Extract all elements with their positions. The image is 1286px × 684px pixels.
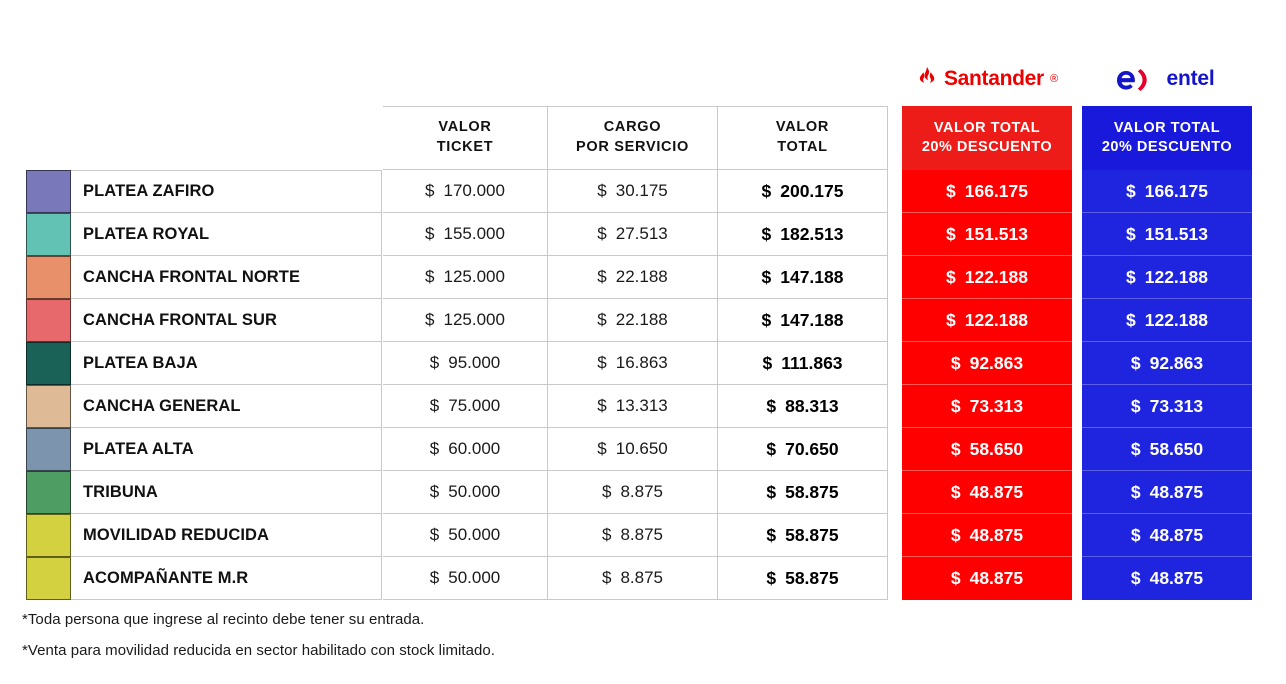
currency-symbol: $	[1126, 180, 1136, 201]
price-value: 30.175	[615, 181, 668, 200]
price-value: 170.000	[443, 181, 505, 200]
header-line-2: TOTAL	[777, 139, 828, 155]
discount-price-cell	[1082, 514, 1252, 557]
discount-price-value: 166.175	[1144, 180, 1208, 201]
currency-symbol: $	[946, 266, 956, 287]
discount-price-cell	[902, 385, 1072, 428]
currency-symbol: $	[766, 438, 777, 459]
currency-symbol: $	[1130, 481, 1141, 502]
price-cell	[383, 514, 548, 557]
header-line-1: VALOR TOTAL	[933, 120, 1041, 137]
price-cell	[383, 256, 548, 299]
discount-price-cell	[1082, 299, 1252, 342]
header-line-1: CARGO	[603, 119, 662, 136]
santander-trademark: ®	[1049, 72, 1059, 85]
currency-symbol: $	[425, 224, 435, 243]
currency-symbol: $	[601, 525, 612, 544]
column-valor-ticket	[383, 106, 548, 600]
column-header-valor-ticket	[383, 106, 548, 170]
currency-symbol: $	[597, 353, 607, 372]
price-value: 8.875	[620, 482, 663, 501]
sector-color-swatch-column	[26, 170, 71, 600]
price-value: 22.188	[615, 310, 668, 329]
currency-symbol: $	[1130, 568, 1141, 588]
price-cell	[548, 557, 718, 600]
currency-symbol: $	[597, 224, 607, 243]
discount-price-value: 73.313	[969, 395, 1024, 416]
currency-symbol: $	[946, 180, 956, 201]
price-value: 60.000	[448, 439, 501, 458]
currency-symbol: $	[946, 223, 956, 244]
sector-name-cell: PLATEA BAJA	[71, 342, 382, 385]
discount-price-value: 48.875	[969, 481, 1024, 502]
price-value: 75.000	[448, 396, 501, 415]
currency-symbol: $	[597, 310, 607, 329]
currency-symbol: $	[950, 395, 961, 416]
discount-price-value: 48.875	[969, 524, 1024, 545]
price-value: 10.650	[615, 439, 668, 458]
column-header-santander-discount	[902, 106, 1072, 170]
currency-symbol: $	[429, 353, 440, 372]
price-value: 200.175	[780, 180, 844, 201]
currency-symbol: $	[950, 524, 961, 545]
price-value: 22.188	[615, 267, 668, 286]
discount-price-cell	[1082, 428, 1252, 471]
sector-color-swatch	[26, 514, 71, 557]
price-value: 50.000	[448, 568, 501, 587]
currency-symbol: $	[1126, 266, 1136, 287]
sector-color-swatch	[26, 385, 71, 428]
price-cell	[548, 256, 718, 299]
currency-symbol: $	[761, 223, 772, 244]
price-cell	[548, 428, 718, 471]
price-value: 125.000	[443, 267, 505, 286]
sector-name-cell: TRIBUNA	[71, 471, 382, 514]
discount-price-cell	[902, 213, 1072, 256]
price-value: 95.000	[448, 353, 501, 372]
price-value: 8.875	[620, 525, 663, 544]
discount-price-value: 73.313	[1149, 395, 1204, 416]
currency-symbol: $	[761, 309, 772, 330]
price-cell	[548, 342, 718, 385]
currency-symbol: $	[946, 309, 956, 330]
currency-symbol: $	[766, 395, 777, 416]
discount-price-cell	[1082, 256, 1252, 299]
discount-price-cell	[902, 471, 1072, 514]
discount-price-cell	[1082, 557, 1252, 600]
currency-symbol: $	[1126, 223, 1136, 244]
sector-name-cell: ACOMPAÑANTE M.R	[71, 557, 382, 600]
header-line-1: VALOR TOTAL	[1113, 120, 1221, 137]
discount-price-cell	[1082, 471, 1252, 514]
discount-price-value: 48.875	[1149, 481, 1204, 502]
header-line-2: 20% DESCUENTO	[1101, 139, 1233, 155]
price-value: 88.313	[785, 395, 839, 416]
sector-color-swatch	[26, 471, 71, 514]
currency-symbol: $	[761, 180, 772, 201]
price-cell	[718, 514, 888, 557]
footnote-entry: *Venta para movilidad reducida en sector habilitado con stock limitado.	[22, 642, 495, 659]
price-cell	[383, 342, 548, 385]
discount-price-value: 122.188	[1144, 266, 1208, 287]
column-santander-discount	[902, 106, 1072, 600]
currency-symbol: $	[950, 352, 961, 373]
footnote-entry: *Toda persona que ingrese al recinto debe tener su entrada.	[22, 611, 425, 628]
sector-name-cell: CANCHA GENERAL	[71, 385, 382, 428]
discount-price-cell	[1082, 342, 1252, 385]
price-cell	[718, 557, 888, 600]
price-cell	[718, 428, 888, 471]
santander-flame-icon	[916, 66, 938, 91]
price-value: 70.650	[785, 438, 839, 459]
currency-symbol: $	[425, 181, 435, 200]
sector-color-swatch	[26, 213, 71, 256]
header-line-2: TICKET	[436, 139, 494, 155]
column-entel-discount	[1082, 106, 1252, 600]
price-value: 16.863	[615, 353, 668, 372]
price-value: 8.875	[620, 568, 663, 587]
price-value: 182.513	[780, 223, 844, 244]
price-cell	[548, 170, 718, 213]
discount-price-cell	[902, 342, 1072, 385]
currency-symbol: $	[950, 438, 961, 459]
discount-price-value: 122.188	[1144, 309, 1208, 330]
price-cell	[383, 299, 548, 342]
price-cell	[548, 471, 718, 514]
discount-price-value: 48.875	[1149, 524, 1204, 545]
price-cell	[383, 557, 548, 600]
sector-color-swatch	[26, 428, 71, 471]
currency-symbol: $	[601, 568, 612, 587]
price-value: 125.000	[443, 310, 505, 329]
discount-price-value: 58.650	[1149, 438, 1204, 459]
price-value: 155.000	[443, 224, 505, 243]
header-line-1: VALOR	[775, 119, 830, 136]
discount-price-value: 151.513	[1144, 223, 1208, 244]
currency-symbol: $	[597, 181, 607, 200]
currency-symbol: $	[950, 568, 961, 588]
currency-symbol: $	[597, 396, 607, 415]
price-cell	[718, 299, 888, 342]
currency-symbol: $	[425, 267, 435, 286]
price-value: 50.000	[448, 482, 501, 501]
sector-name-cell: PLATEA ALTA	[71, 428, 382, 471]
price-cell	[548, 299, 718, 342]
price-cell	[718, 170, 888, 213]
sector-color-swatch	[26, 256, 71, 299]
price-value: 50.000	[448, 525, 501, 544]
price-value: 27.513	[615, 224, 668, 243]
currency-symbol: $	[1126, 309, 1136, 330]
discount-price-cell	[1082, 170, 1252, 213]
price-value: 147.188	[780, 266, 844, 287]
price-cell	[383, 471, 548, 514]
discount-price-cell	[902, 256, 1072, 299]
currency-symbol: $	[1130, 438, 1141, 459]
discount-price-cell	[902, 170, 1072, 213]
price-value: 58.875	[785, 567, 839, 588]
currency-symbol: $	[429, 482, 440, 501]
discount-price-value: 151.513	[964, 223, 1028, 244]
price-cell	[548, 514, 718, 557]
header-line-1: VALOR	[438, 119, 492, 136]
sector-color-swatch	[26, 342, 71, 385]
price-value: 111.863	[781, 352, 843, 373]
price-cell	[383, 385, 548, 428]
price-cell	[718, 471, 888, 514]
price-cell	[383, 213, 548, 256]
price-cell	[718, 385, 888, 428]
currency-symbol: $	[1130, 395, 1141, 416]
column-cargo-por-servicio	[548, 106, 718, 600]
entel-e-paren-icon	[1117, 66, 1157, 92]
santander-wordmark: Santander	[943, 66, 1044, 90]
column-header-entel-discount	[1082, 106, 1252, 170]
currency-symbol: $	[950, 481, 961, 502]
header-line-2: POR SERVICIO	[576, 139, 689, 155]
discount-price-value: 122.188	[964, 309, 1028, 330]
price-cell	[383, 428, 548, 471]
sector-color-swatch	[26, 557, 71, 600]
discount-price-value: 48.875	[969, 568, 1024, 588]
price-cell	[718, 342, 888, 385]
currency-symbol: $	[425, 310, 435, 329]
price-cell	[548, 385, 718, 428]
column-header-valor-total	[718, 106, 888, 170]
sector-name-column	[71, 170, 382, 600]
price-value: 58.875	[785, 524, 839, 545]
currency-symbol: $	[766, 524, 777, 545]
currency-symbol: $	[1130, 524, 1141, 545]
currency-symbol: $	[429, 568, 440, 587]
price-value: 13.313	[615, 396, 668, 415]
sector-name-cell: CANCHA FRONTAL NORTE	[71, 256, 382, 299]
currency-symbol: $	[766, 567, 777, 588]
discount-price-value: 166.175	[964, 180, 1028, 201]
discount-price-value: 92.863	[969, 352, 1024, 373]
currency-symbol: $	[429, 525, 440, 544]
column-valor-total	[718, 106, 888, 600]
brand-logo-row	[0, 66, 1286, 100]
currency-symbol: $	[761, 266, 772, 287]
price-cell	[548, 213, 718, 256]
currency-symbol: $	[766, 481, 777, 502]
price-cell	[718, 256, 888, 299]
discount-price-cell	[902, 428, 1072, 471]
currency-symbol: $	[429, 396, 440, 415]
discount-price-value: 48.875	[1149, 568, 1204, 588]
sector-name-cell: CANCHA FRONTAL SUR	[71, 299, 382, 342]
price-value: 147.188	[780, 309, 844, 330]
santander-logo	[902, 66, 1072, 91]
currency-symbol: $	[762, 352, 773, 373]
discount-price-value: 58.650	[969, 438, 1024, 459]
entel-wordmark: entel	[1166, 67, 1215, 90]
sector-name-cell: MOVILIDAD REDUCIDA	[71, 514, 382, 557]
sector-name-cell: PLATEA ZAFIRO	[71, 170, 382, 213]
discount-price-cell	[902, 557, 1072, 600]
currency-symbol: $	[597, 439, 607, 458]
price-cell	[383, 170, 548, 213]
discount-price-cell	[902, 299, 1072, 342]
discount-price-value: 92.863	[1149, 352, 1204, 373]
currency-symbol: $	[597, 267, 607, 286]
discount-price-value: 122.188	[964, 266, 1028, 287]
currency-symbol: $	[601, 482, 612, 501]
currency-symbol: $	[1130, 352, 1141, 373]
price-cell	[718, 213, 888, 256]
discount-price-cell	[1082, 385, 1252, 428]
currency-symbol: $	[429, 439, 440, 458]
sector-color-swatch	[26, 299, 71, 342]
header-line-2: 20% DESCUENTO	[921, 139, 1053, 155]
price-value: 58.875	[785, 481, 839, 502]
discount-price-cell	[1082, 213, 1252, 256]
column-header-cargo-por-servicio	[548, 106, 718, 170]
footnotes	[22, 611, 495, 673]
sector-color-swatch	[26, 170, 71, 213]
sector-name-cell: PLATEA ROYAL	[71, 213, 382, 256]
discount-price-cell	[902, 514, 1072, 557]
entel-logo	[1082, 66, 1250, 92]
